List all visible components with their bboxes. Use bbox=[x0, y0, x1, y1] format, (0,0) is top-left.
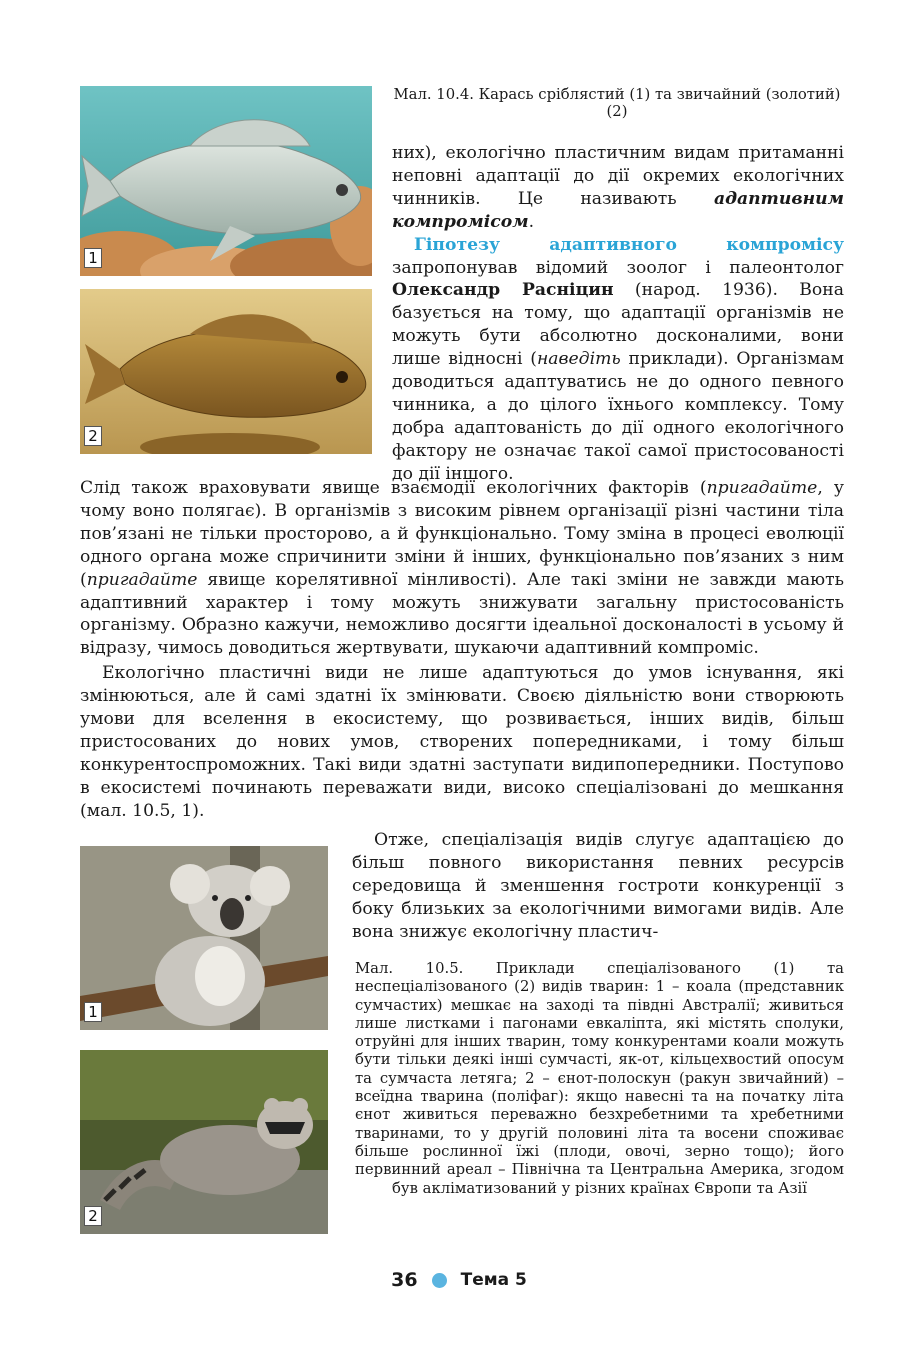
p1-text-a: них), екологічно пластичним видам притаманні неповні адаптації до дії окремих екологічних чинників. Це називають bbox=[392, 143, 844, 209]
photo-number-1: 1 bbox=[84, 248, 102, 268]
paragraph-interaction-factors bbox=[80, 477, 844, 823]
p4-text: Екологічно пластичні види не лише адаптуються до умов існування, які змінюються, але й самі здатні їх змінювати. Своєю діяльністю вони створюють умови для вселення в екосистему, що розвивається, інших видів, більш пристосованих до нових умов, створених попередниками, і тому більш конкурентоспроможних. Такі види здатні заступати видипопередники. Поступово в екосистемі починають переважати види, високо спеціалізовані до мешкання (мал. 10.5, 1). bbox=[80, 663, 844, 821]
photo-raccoon bbox=[80, 1050, 328, 1234]
photo-crucian-silver bbox=[80, 86, 372, 276]
p3-text-a: Слід також враховувати явище взаємодії екологічних факторів ( bbox=[80, 478, 707, 498]
p5-text: Отже, спеціалізація видів слугує адаптацією до більш повного використання певних ресурсів середовища й зменшення гостроти конкуренції з боку близьких за екологічними вимогами видів. Але вона знижує екологічну пластич- bbox=[352, 830, 844, 942]
name-rasnitsyn: Олександр Расніцин bbox=[392, 280, 614, 301]
p2-text-b: (народ. 1936). Вона базується на тому, що адаптації організмів не можуть бути абсолютно досконалими, вони лише відносні ( bbox=[392, 280, 844, 370]
photo-number-2: 2 bbox=[84, 426, 102, 446]
p3-text-c: явище корелятивної мінливості). Але такі зміни не завжди мають адаптивний характер і тому можуть знижувати загальну пристосованість організму. Образно кажучи, неможливо досягти ідеальної досконалості в усьому й відразу, чимось доводиться жертвувати, шукаючи адаптивний компроміс. bbox=[80, 569, 844, 659]
term-adaptive-compromise: адаптивним компромісом bbox=[392, 188, 844, 232]
paragraph-specialization bbox=[352, 829, 844, 944]
p2-italic-1: наведіть bbox=[536, 349, 621, 370]
topic-label: Тема 5 bbox=[460, 1270, 527, 1290]
paragraph-adaptive-compromise bbox=[392, 142, 844, 486]
figure-10-5-caption: Мал. 10.5. Приклади спеціалізованого (1) та неспеціалізованого (2) видів тварин: 1 – коала (представник сумчастих) мешкає на заході та півдні Австралії; живиться лише листками і пагонами евкаліпта, які містять сполуки, отруйні для інших тварин, тому конкурентами коали можуть бути тільки деякі інші сумчасті, як-от, кільцехвостий опосум та сумчаста летяга; 2 – єнот-полоскун (ракун звичайний) – всеїдна тварина (поліфаг): якщо навесні та на початку літа єнот живиться переважно безхребетними та хребетними тваринами, то у другій половині літа та восени споживає більше рослинної їжі (плоди, овочі, зерно тощо); його первинний ареал – Північна та Центральна Америка, згодом був акліматизований у різних країнах Європи та Азії bbox=[355, 960, 844, 1197]
page-footer bbox=[0, 1267, 918, 1293]
photo-koala bbox=[80, 846, 328, 1030]
p3-italic-1: пригадайте bbox=[706, 478, 818, 498]
photo-number-2: 2 bbox=[84, 1206, 102, 1226]
footer-dot-icon bbox=[432, 1273, 447, 1288]
figure-10-4-caption: Мал. 10.4. Карась сріблястий (1) та звичайний (золотий) (2) bbox=[393, 86, 841, 120]
photo-crucian-golden bbox=[80, 289, 372, 454]
page-number: 36 bbox=[391, 1269, 418, 1291]
photo-number-1: 1 bbox=[84, 1002, 102, 1022]
p1-text-end: . bbox=[528, 211, 535, 232]
highlight-hypothesis: Гіпотезу адаптивного компромісу bbox=[414, 234, 844, 255]
p3-italic-2: пригадайте bbox=[86, 569, 198, 590]
p3-text-b: , у чому воно полягає). В організмів з високим рівнем організації різні частини тіла пов’язані не тільки просторово, а й функціонально. Тому зміна в процесі еволюції одного органа може спричинити зміни й інших, функціонально пов’язаних з ним ( bbox=[80, 478, 844, 590]
p2-text-c: приклади). Організмам доводиться адаптуватись не до одного певного чинника, а до цілого їхнього комплексу. Тому добра адаптованість до дії одного екологічного фактору не означає такої самої пристосованості до дії іншого. bbox=[392, 349, 844, 484]
p2-text-a: запропонував відомий зоолог і палеонтолог bbox=[392, 257, 844, 278]
